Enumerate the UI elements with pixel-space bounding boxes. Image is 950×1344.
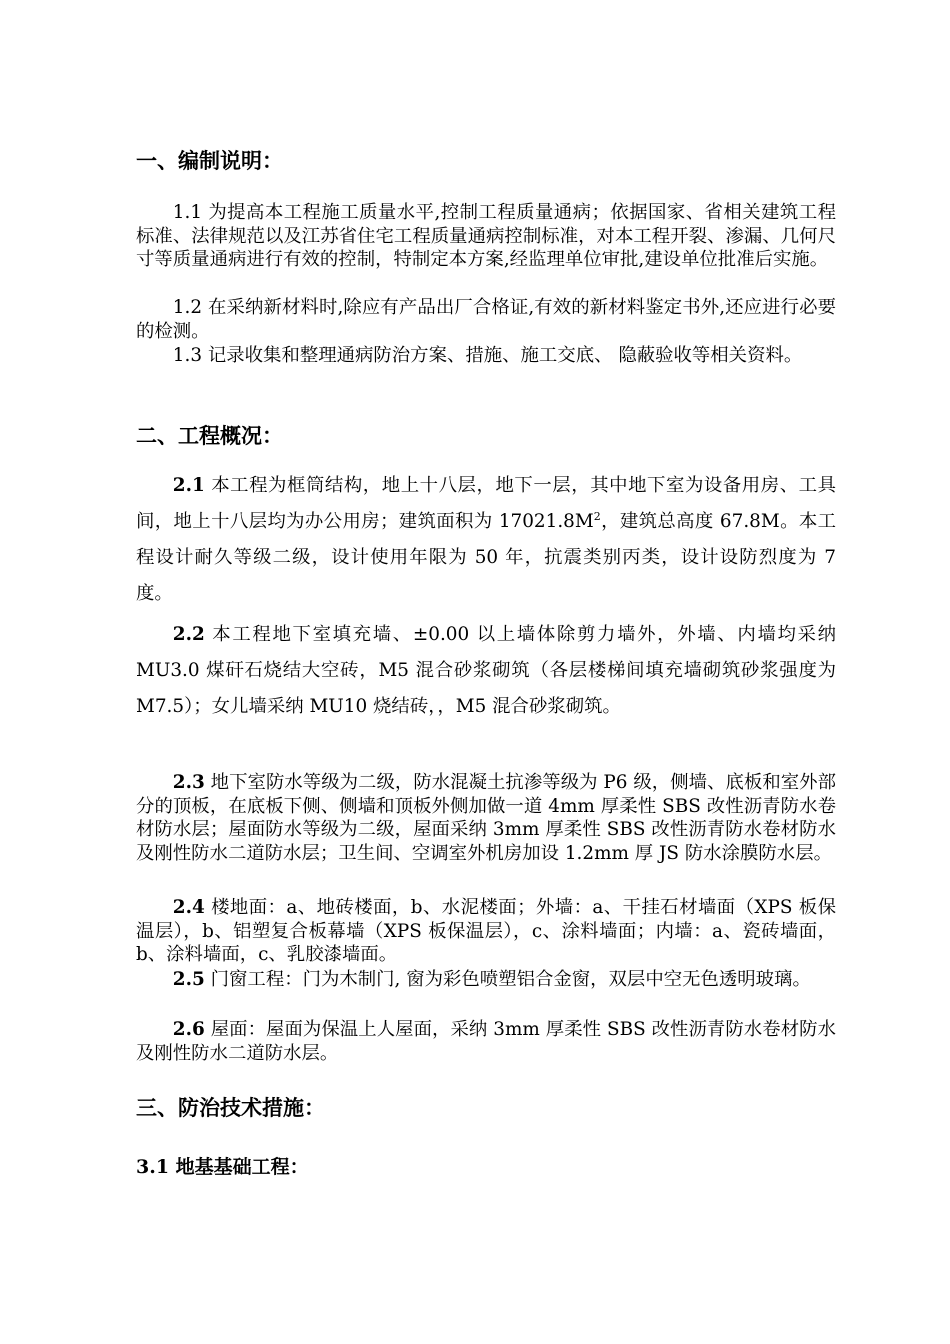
paragraph-2-4-number: 2.4: [172, 897, 205, 918]
paragraph-2-1-number: 2.1: [172, 475, 205, 496]
paragraph-2-6-text: 屋面：屋面为保温上人屋面，采纳 3mm 厚柔性 SBS 改性沥青防水卷材防水及刚性防水二道防水层。: [136, 1019, 836, 1064]
paragraph-2-1-text-b: ，建筑总高度 67.8M。本工程设计耐久等级二级，设计使用年限为 50 年，抗震类别丙类，设计设防烈度为 7 度。: [136, 511, 836, 604]
paragraph-2-5-number: 2.5: [172, 969, 205, 990]
paragraph-1-1: 1.1 为提高本工程施工质量水平,控制工程质量通病；依据国家、省相关建筑工程标准、法律规范以及江苏省住宅工程质量通病控制标准，对本工程开裂、渗漏、几何尺寸等质量通病进行有效的控制，特制定本方案,经监理单位审批,建设单位批准后实施。: [136, 202, 836, 270]
paragraph-2-2-number: 2.2: [172, 624, 205, 645]
section-heading-2: 二、工程概况：: [136, 424, 283, 448]
paragraph-2-2: [136, 617, 836, 725]
paragraph-2-2-text: 本工程地下室填充墙、±0.00 以上墙体除剪力墙外，外墙、内墙均采纳 MU3.0 煤矸石烧结大空砖，M5 混合砂浆砌筑（各层楼梯间填充墙砌筑砂浆强度为 M7.5）；女儿墙采纳 MU10 烧结砖，，M5 混合砂浆砌筑。: [136, 624, 836, 717]
subsection-heading-3-1: 3.1 地基基础工程：: [136, 1156, 309, 1178]
paragraph-1-2: 1.2 在采纳新材料时,除应有产品出厂合格证,有效的新材料鉴定书外,还应进行必要的检测。: [136, 297, 836, 342]
paragraph-2-5: [136, 968, 836, 992]
section-heading-1: 一、编制说明：: [136, 149, 283, 173]
paragraph-2-3-text: 地下室防水等级为二级，防水混凝土抗渗等级为 P6 级，侧墙、底板和室外部分的顶板，在底板下侧、侧墙和顶板外侧加做一道 4mm 厚柔性 SBS 改性沥青防水卷材防水层；屋面防水等级为二级，屋面采纳 3mm 厚柔性 SBS 改性沥青防水卷材防水及刚性防水二道防水层；卫生间、空调室外机房加设 1.2mm 厚 JS 防水涂膜防水层。: [136, 772, 836, 864]
paragraph-2-6: [136, 1018, 836, 1065]
paragraph-2-4: [136, 896, 836, 967]
paragraph-2-3-number: 2.3: [172, 772, 205, 793]
paragraph-2-3: [136, 771, 836, 865]
section-heading-3: 三、防治技术措施：: [136, 1096, 325, 1120]
paragraph-2-4-text: 楼地面：a、地砖楼面，b、水泥楼面；外墙：a、干挂石材墙面（XPS 板保温层），b、铝塑复合板幕墙（XPS 板保温层），c、涂料墙面；内墙：a、瓷砖墙面，b、涂料墙面，c、乳胶漆墙面。: [136, 897, 836, 965]
paragraph-2-6-number: 2.6: [172, 1019, 205, 1040]
area-unit-superscript: 2: [593, 509, 601, 523]
paragraph-1-3: 1.3 记录收集和整理通病防治方案、措施、施工交底、 隐蔽验收等相关资料。: [172, 345, 803, 366]
paragraph-2-1-text-a: 本工程为框筒结构，地上十八层，地下一层，其中地下室为设备用房、工具间，地上十八层均为办公用房；建筑面积为 17021.8M: [136, 475, 836, 532]
paragraph-2-1: [136, 468, 836, 612]
paragraph-2-5-text: 门窗工程：门为木制门, 窗为彩色喷塑铝合金窗，双层中空无色透明玻璃。: [204, 969, 811, 990]
